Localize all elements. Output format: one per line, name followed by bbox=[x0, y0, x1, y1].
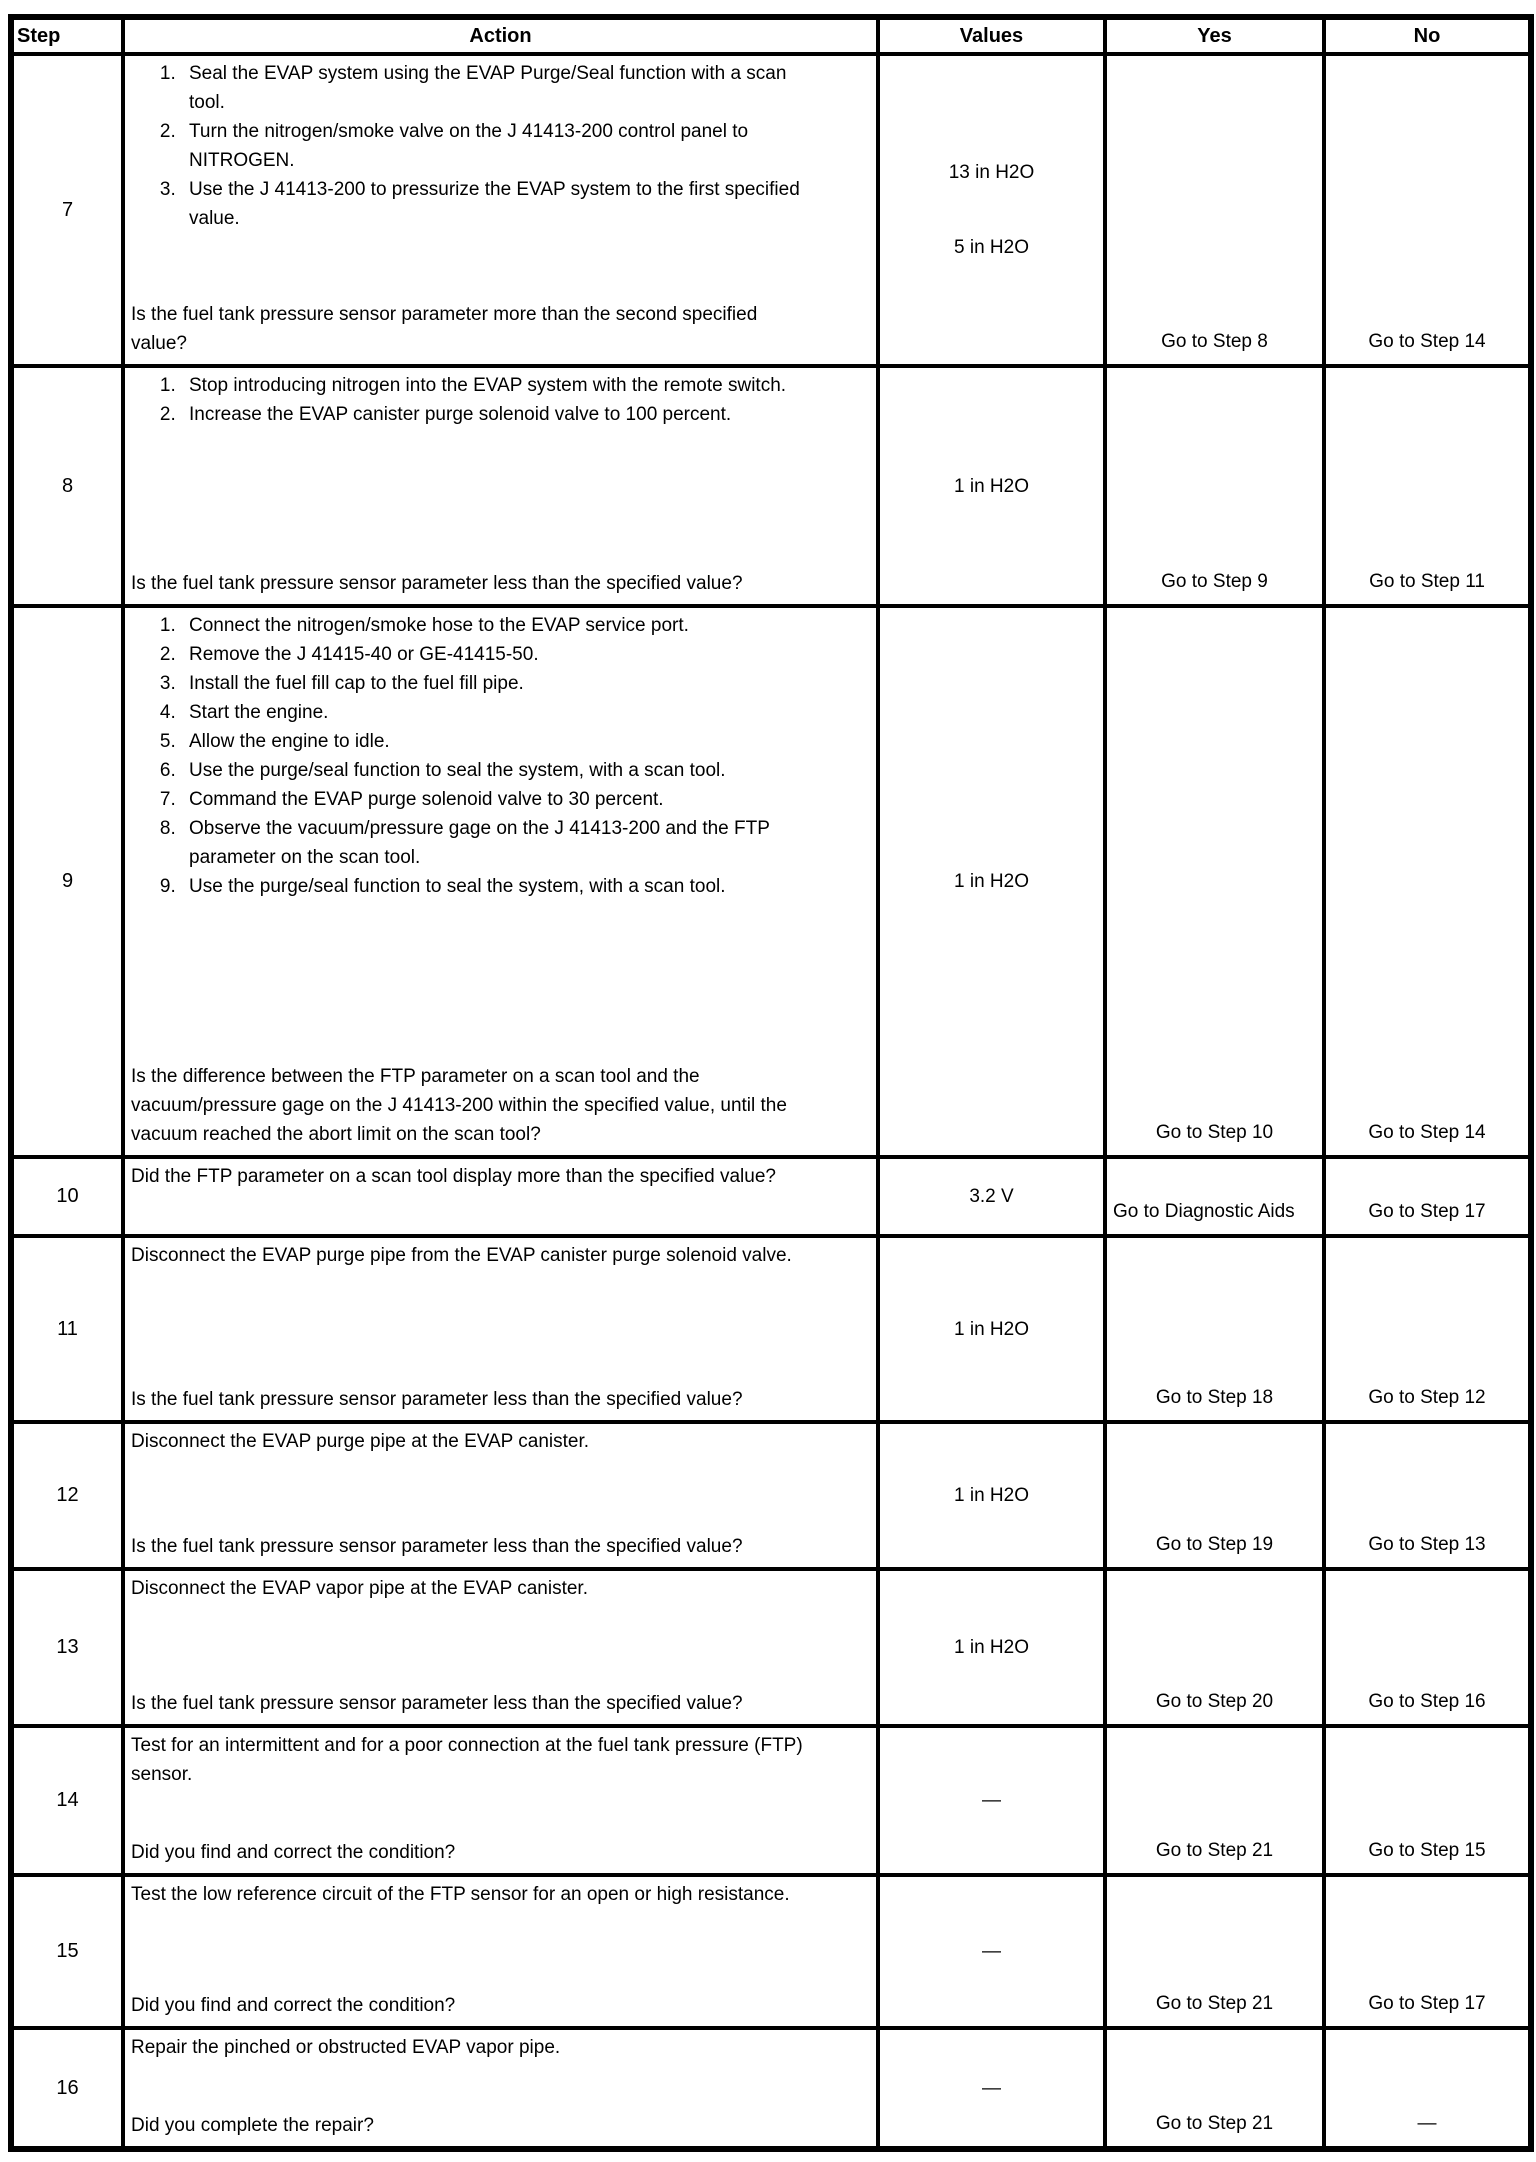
value-text: 1 in H2O bbox=[954, 1637, 1029, 1658]
action-cell bbox=[123, 1726, 878, 1875]
no-cell bbox=[1324, 1569, 1531, 1726]
action-list-item: 8. Observe the vacuum/pressure gage on the J 41413-200 and the FTP parameter on the scan tool. bbox=[181, 814, 818, 872]
action-question: Is the difference between the FTP parameter on a scan tool and the vacuum/pressure gage on the J 41413-200 within the specified value, until the vacuum reached the abort limit on the scan tool? bbox=[131, 1066, 787, 1145]
value-text: — bbox=[982, 2077, 1001, 2099]
action-intro: Disconnect the EVAP vapor pipe at the EVAP canister. bbox=[131, 1578, 588, 1599]
values-content bbox=[880, 1571, 1103, 1724]
yes-cell bbox=[1105, 366, 1324, 606]
action-list-item: 2. Turn the nitrogen/smoke valve on the J 41413-200 control panel to NITROGEN. bbox=[181, 117, 818, 175]
goto-yes: Go to Step 21 bbox=[1155, 1993, 1274, 2014]
action-content bbox=[125, 1424, 876, 1567]
goto-yes: Go to Step 21 bbox=[1155, 2113, 1274, 2134]
yes-cell bbox=[1105, 1726, 1324, 1875]
action-content bbox=[125, 368, 876, 604]
action-list-item: 7. Command the EVAP purge solenoid valve to 30 percent. bbox=[181, 785, 818, 814]
goto-yes: Go to Step 21 bbox=[1155, 1840, 1274, 1861]
action-list-item: 1. Stop introducing nitrogen into the EVAP system with the remote switch. bbox=[181, 371, 818, 400]
values-content bbox=[880, 608, 1103, 1155]
action-list-item: 1. Connect the nitrogen/smoke hose to the EVAP service port. bbox=[181, 611, 818, 640]
step-number: 7 bbox=[61, 198, 74, 221]
col-header-step: Step bbox=[11, 17, 123, 54]
header-row bbox=[11, 17, 1531, 54]
goto-no: Go to Step 17 bbox=[1368, 1201, 1486, 1222]
table-row bbox=[11, 2028, 1531, 2149]
step-cell bbox=[11, 1157, 123, 1236]
step-cell bbox=[11, 1875, 123, 2028]
action-top bbox=[131, 611, 818, 901]
table-body bbox=[11, 54, 1531, 2149]
goto-yes: Go to Step 18 bbox=[1155, 1387, 1274, 1408]
action-list-item: 6. Use the purge/seal function to seal the system, with a scan tool. bbox=[181, 756, 818, 785]
action-content bbox=[125, 1238, 876, 1420]
value-text: 1 in H2O bbox=[954, 1318, 1029, 1340]
action-list-item: 3. Install the fuel fill cap to the fuel fill pipe. bbox=[181, 669, 818, 698]
action-question: Is the fuel tank pressure sensor parameter less than the specified value? bbox=[131, 1693, 743, 1714]
action-cell bbox=[123, 1157, 878, 1236]
goto-yes: Go to Step 10 bbox=[1155, 1122, 1274, 1143]
action-top bbox=[131, 1731, 818, 1789]
values-cell bbox=[878, 2028, 1105, 2149]
values-cell bbox=[878, 54, 1105, 366]
step-number: 11 bbox=[57, 1317, 78, 1340]
values-cell bbox=[878, 1157, 1105, 1236]
yes-cell bbox=[1105, 1157, 1324, 1236]
diagnostic-table bbox=[8, 14, 1534, 2152]
action-top bbox=[131, 1241, 818, 1270]
action-question: Is the fuel tank pressure sensor parameter less than the specified value? bbox=[131, 1536, 743, 1557]
action-list-item: 1. Seal the EVAP system using the EVAP Purge/Seal function with a scan tool. bbox=[181, 59, 818, 117]
step-number: 13 bbox=[56, 1636, 79, 1658]
goto-yes: Go to Step 20 bbox=[1155, 1691, 1274, 1712]
action-list-item: 3. Use the J 41413-200 to pressurize the EVAP system to the first specified value. bbox=[181, 175, 818, 233]
step-number: 10 bbox=[56, 1185, 79, 1207]
action-top bbox=[131, 1574, 818, 1603]
step-number: 14 bbox=[56, 1789, 79, 1811]
goto-no: Go to Step 12 bbox=[1368, 1387, 1486, 1408]
no-cell bbox=[1324, 2028, 1531, 2149]
action-intro: Test for an intermittent and for a poor connection at the fuel tank pressure (FTP) sensor. bbox=[131, 1735, 803, 1785]
values-cell bbox=[878, 1422, 1105, 1569]
action-question: Is the fuel tank pressure sensor parameter more than the second specified value? bbox=[131, 304, 758, 354]
action-list bbox=[131, 371, 818, 429]
values-content bbox=[880, 1238, 1103, 1420]
values-cell bbox=[878, 606, 1105, 1157]
goto-yes: Go to Diagnostic Aids bbox=[1113, 1201, 1295, 1222]
goto-no: Go to Step 17 bbox=[1368, 1993, 1486, 2014]
col-header-action: Action bbox=[123, 17, 878, 54]
value-text: — bbox=[982, 1790, 1001, 1811]
action-question: Did you find and correct the condition? bbox=[131, 1995, 456, 2016]
action-list bbox=[131, 59, 818, 233]
action-question: Did you complete the repair? bbox=[131, 2115, 374, 2136]
value-text: — bbox=[982, 1941, 1001, 1962]
action-cell bbox=[123, 1422, 878, 1569]
value-text: 13 in H2O bbox=[948, 162, 1035, 183]
action-question: Did you find and correct the condition? bbox=[131, 1842, 456, 1863]
action-list-item: 2. Remove the J 41415-40 or GE-41415-50. bbox=[181, 640, 818, 669]
table-row bbox=[11, 1726, 1531, 1875]
values-cell bbox=[878, 1726, 1105, 1875]
yes-cell bbox=[1105, 1875, 1324, 2028]
no-cell bbox=[1324, 366, 1531, 606]
step-cell bbox=[11, 1422, 123, 1569]
action-content bbox=[125, 1571, 876, 1724]
action-cell bbox=[123, 1569, 878, 1726]
action-cell bbox=[123, 366, 878, 606]
action-content bbox=[125, 2030, 876, 2146]
values-content bbox=[880, 2030, 1103, 2146]
values-cell bbox=[878, 1875, 1105, 2028]
value-text: 1 in H2O bbox=[954, 871, 1029, 892]
step-number: 12 bbox=[56, 1484, 79, 1506]
step-number: 9 bbox=[61, 870, 74, 892]
action-list-item: 4. Start the engine. bbox=[181, 698, 818, 727]
yes-cell bbox=[1105, 2028, 1324, 2149]
value-text: 1 in H2O bbox=[954, 1485, 1029, 1506]
no-cell bbox=[1324, 1236, 1531, 1422]
action-cell bbox=[123, 606, 878, 1157]
goto-yes: Go to Step 8 bbox=[1161, 331, 1268, 352]
table-row bbox=[11, 1157, 1531, 1236]
action-list-item: 9. Use the purge/seal function to seal the system, with a scan tool. bbox=[181, 872, 818, 901]
step-number: 16 bbox=[56, 2076, 79, 2099]
action-question: Is the fuel tank pressure sensor parameter less than the specified value? bbox=[131, 573, 743, 594]
action-top bbox=[131, 59, 818, 233]
action-top bbox=[131, 1427, 818, 1456]
action-top bbox=[131, 1880, 818, 1909]
step-cell bbox=[11, 1236, 123, 1422]
values-cell bbox=[878, 366, 1105, 606]
action-cell bbox=[123, 1236, 878, 1422]
goto-no: Go to Step 13 bbox=[1368, 1534, 1486, 1555]
action-top bbox=[131, 371, 818, 429]
table-header bbox=[11, 17, 1531, 54]
action-list-item: 2. Increase the EVAP canister purge solenoid valve to 100 percent. bbox=[181, 400, 818, 429]
action-list bbox=[131, 611, 818, 901]
table-row bbox=[11, 606, 1531, 1157]
values-content bbox=[880, 1877, 1103, 2026]
action-content bbox=[125, 1159, 876, 1234]
no-cell bbox=[1324, 1422, 1531, 1569]
goto-no: Go to Step 15 bbox=[1368, 1840, 1486, 1861]
action-intro: Disconnect the EVAP purge pipe at the EVAP canister. bbox=[131, 1431, 590, 1452]
no-cell bbox=[1324, 606, 1531, 1157]
step-cell bbox=[11, 366, 123, 606]
action-content bbox=[125, 56, 876, 364]
values-content bbox=[880, 56, 1103, 364]
table-row bbox=[11, 1875, 1531, 2028]
value-text: 5 in H2O bbox=[954, 237, 1029, 258]
goto-yes: Go to Step 19 bbox=[1155, 1534, 1274, 1555]
action-question: Did the FTP parameter on a scan tool display more than the specified value? bbox=[131, 1166, 776, 1187]
value-text: 3.2 V bbox=[969, 1186, 1014, 1207]
step-number: 15 bbox=[56, 1940, 79, 1962]
action-intro: Disconnect the EVAP purge pipe from the EVAP canister purge solenoid valve. bbox=[131, 1245, 792, 1266]
action-cell bbox=[123, 1875, 878, 2028]
yes-cell bbox=[1105, 54, 1324, 366]
no-cell bbox=[1324, 1157, 1531, 1236]
action-content bbox=[125, 1877, 876, 2026]
values-content bbox=[880, 1424, 1103, 1567]
table-row bbox=[11, 54, 1531, 366]
yes-cell bbox=[1105, 1422, 1324, 1569]
step-number: 8 bbox=[61, 474, 74, 497]
values-cell bbox=[878, 1569, 1105, 1726]
no-cell bbox=[1324, 54, 1531, 366]
action-intro: Test the low reference circuit of the FTP sensor for an open or high resistance. bbox=[131, 1884, 790, 1905]
no-cell bbox=[1324, 1726, 1531, 1875]
step-cell bbox=[11, 1569, 123, 1726]
goto-no: Go to Step 11 bbox=[1369, 571, 1485, 592]
goto-no: Go to Step 16 bbox=[1368, 1691, 1486, 1712]
goto-no: Go to Step 14 bbox=[1368, 331, 1486, 352]
yes-cell bbox=[1105, 606, 1324, 1157]
values-content bbox=[880, 368, 1103, 604]
step-cell bbox=[11, 54, 123, 366]
yes-cell bbox=[1105, 1569, 1324, 1726]
yes-cell bbox=[1105, 1236, 1324, 1422]
action-intro: Repair the pinched or obstructed EVAP vapor pipe. bbox=[131, 2037, 561, 2058]
goto-yes: Go to Step 9 bbox=[1161, 571, 1268, 592]
col-header-yes: Yes bbox=[1105, 17, 1324, 54]
col-header-values: Values bbox=[878, 17, 1105, 54]
value-text: 1 in H2O bbox=[954, 475, 1029, 497]
no-cell bbox=[1324, 1875, 1531, 2028]
action-question: Is the fuel tank pressure sensor parameter less than the specified value? bbox=[131, 1389, 743, 1410]
step-cell bbox=[11, 606, 123, 1157]
values-content bbox=[880, 1159, 1103, 1234]
values-content bbox=[880, 1728, 1103, 1873]
action-content bbox=[125, 608, 876, 1155]
goto-no: Go to Step 14 bbox=[1368, 1122, 1486, 1143]
goto-no: — bbox=[1417, 2113, 1437, 2134]
action-cell bbox=[123, 2028, 878, 2149]
table-row bbox=[11, 366, 1531, 606]
table-row bbox=[11, 1569, 1531, 1726]
action-top bbox=[131, 2033, 818, 2062]
step-cell bbox=[11, 1726, 123, 1875]
values-cell bbox=[878, 1236, 1105, 1422]
action-content bbox=[125, 1728, 876, 1873]
action-list-item: 5. Allow the engine to idle. bbox=[181, 727, 818, 756]
table-row bbox=[11, 1236, 1531, 1422]
col-header-no: No bbox=[1324, 17, 1531, 54]
action-cell bbox=[123, 54, 878, 366]
table-row bbox=[11, 1422, 1531, 1569]
step-cell bbox=[11, 2028, 123, 2149]
